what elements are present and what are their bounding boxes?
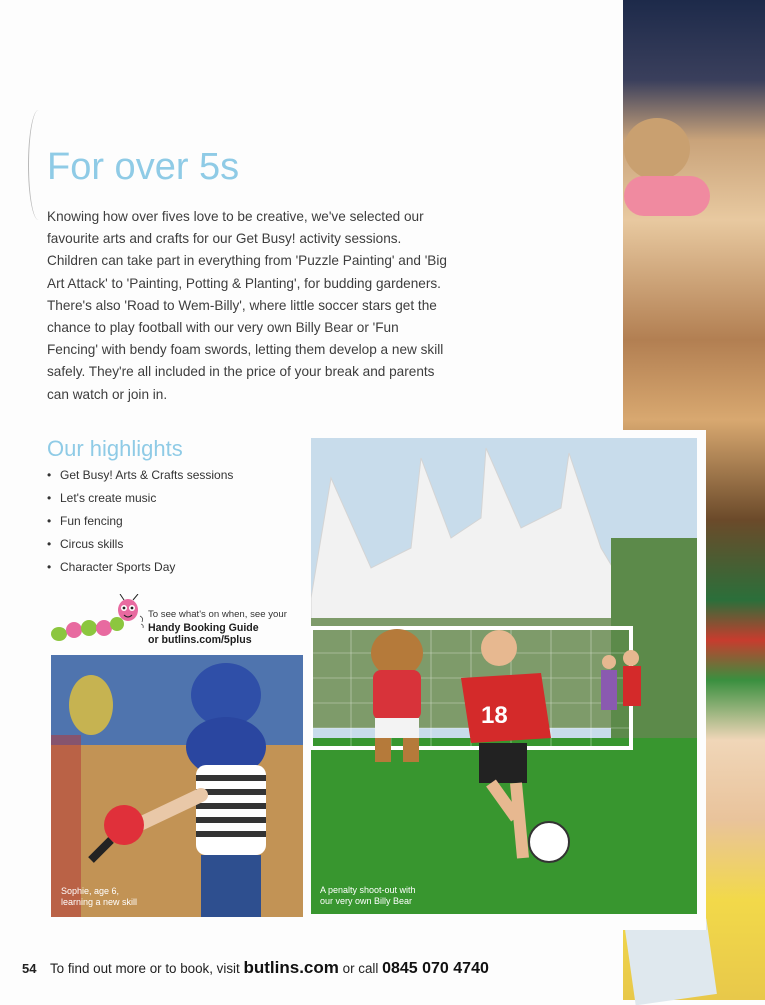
page-heading: For over 5s bbox=[47, 146, 240, 188]
highlight-item: • Let's create music bbox=[47, 487, 233, 510]
highlights-list bbox=[47, 464, 233, 579]
caption-line: learning a new skill bbox=[61, 897, 138, 907]
guide-line: To see what's on when, see your bbox=[148, 609, 287, 620]
page-footer bbox=[22, 958, 489, 978]
caption-line: A penalty shoot-out with bbox=[320, 885, 416, 895]
football-illustration bbox=[311, 438, 697, 914]
guide-title: Handy Booking Guide bbox=[148, 621, 259, 634]
football-photo bbox=[311, 438, 697, 914]
highlight-item: • Character Sports Day bbox=[47, 556, 233, 579]
football-caption bbox=[320, 885, 416, 907]
page-number: 54 bbox=[22, 961, 37, 976]
caption-line: our very own Billy Bear bbox=[320, 896, 413, 906]
fencing-illustration bbox=[51, 655, 303, 917]
book-corner bbox=[625, 919, 717, 1005]
intro-paragraph: Knowing how over fives love to be creative, we've selected our favourite arts and crafts for our Get Busy! activity sessions. Children can take part in everything from 'Puzzle Painting' and 'Big Art Attack' to 'Painting, Potting & Planting', for budding gardeners. There's also 'Road to Wem-Billy', where little soccer stars get the chance to play football with our very own Billy Bear or 'Fun Fencing' with bendy foam swords, letting them develop a new skill safely. They're all included in the price of your break and parents can watch or join in. bbox=[47, 209, 447, 402]
phone-number[interactable]: 0845 070 4740 bbox=[382, 960, 489, 977]
highlights-heading: Our highlights bbox=[47, 436, 183, 461]
booking-guide-note bbox=[148, 609, 287, 647]
footer-text: To find out more or to book, visit bbox=[49, 961, 240, 976]
fencing-caption bbox=[61, 886, 137, 908]
caterpillar-icon bbox=[50, 594, 146, 646]
hair-bun bbox=[624, 118, 690, 180]
guide-link[interactable]: or butlins.com/5plus bbox=[148, 634, 252, 646]
highlight-item: • Get Busy! Arts & Crafts sessions bbox=[47, 464, 233, 487]
website-link[interactable]: butlins.com bbox=[243, 958, 339, 977]
highlight-item: • Circus skills bbox=[47, 533, 233, 556]
shirt-number: 18 bbox=[481, 702, 508, 729]
fencing-photo bbox=[51, 655, 303, 917]
pink-scrunchie bbox=[624, 176, 710, 216]
highlight-item: • Fun fencing bbox=[47, 510, 233, 533]
caption-line: Sophie, age 6, bbox=[61, 886, 120, 896]
decorative-curve bbox=[28, 110, 49, 220]
footer-text-middle: or call bbox=[342, 961, 379, 976]
